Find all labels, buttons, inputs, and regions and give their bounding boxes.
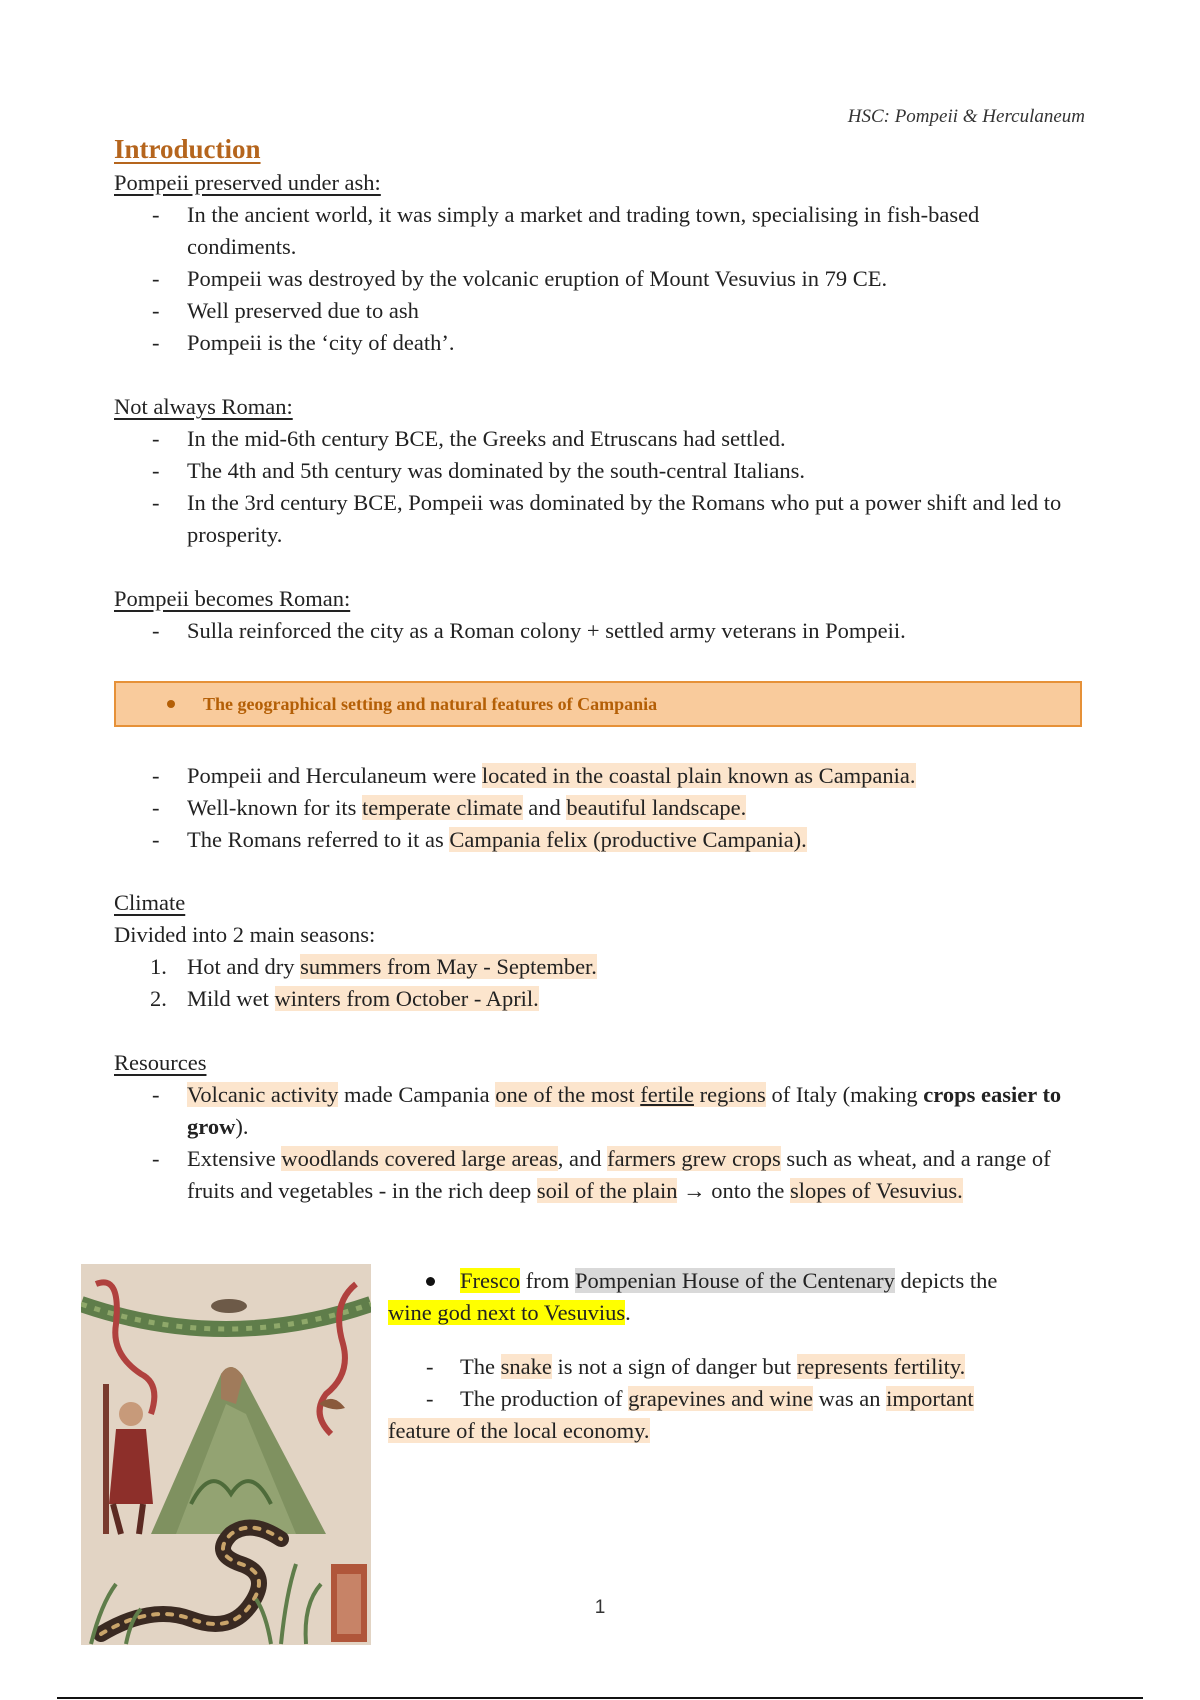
highlight: beautiful landscape. [566, 795, 747, 820]
list-item [114, 792, 1089, 824]
underlined-word: fertile [640, 1082, 694, 1107]
heading-climate: Climate [114, 890, 186, 915]
callout-box-campania [114, 681, 1082, 727]
list-climate-seasons [114, 951, 1089, 1015]
text-run: made Campania [338, 1082, 496, 1107]
list-number: 2. [150, 986, 167, 1011]
list-pompeii-preserved [114, 199, 1089, 359]
text-run: of Italy (making [765, 1082, 924, 1107]
page-title: Introduction [114, 134, 261, 164]
dash-marker: - [426, 1354, 434, 1379]
fresco-image [81, 1264, 371, 1645]
text-run: The [460, 1354, 501, 1379]
list-item: - In the mid-6th century BCE, the Greeks and Etruscans had settled. [114, 423, 1089, 455]
dash-marker: - [426, 1386, 434, 1411]
text-run: , and [557, 1146, 608, 1171]
text-run: Pompeii and Herculaneum were [187, 763, 482, 788]
highlight: woodlands covered large areas [281, 1146, 558, 1171]
highlight: Pompenian House of the Centenary [575, 1268, 895, 1293]
list-resources [114, 1079, 1089, 1207]
highlight: snake [500, 1354, 552, 1379]
page-number: 1 [594, 1597, 606, 1618]
highlight: slopes of Vesuvius. [789, 1178, 963, 1203]
highlight: Volcanic activity [187, 1082, 339, 1107]
heading-not-always-roman: Not always Roman: [114, 394, 293, 419]
bullet-icon [426, 1277, 435, 1286]
text-run: and [522, 795, 567, 820]
list-number: 1. [150, 954, 167, 979]
list-item [388, 1351, 1038, 1383]
text-run: was an [813, 1386, 887, 1411]
highlight [495, 1082, 766, 1107]
list-item: - The 4th and 5th century was dominated by the south-central Italians. [114, 455, 1089, 487]
fresco-bullet-line [388, 1265, 1038, 1329]
heading-pompeii-becomes-roman: Pompeii becomes Roman: [114, 586, 351, 611]
list-pompeii-becomes-roman [114, 615, 1089, 647]
highlight: Campania felix (productive Campania). [449, 827, 807, 852]
fresco-description [388, 1265, 1038, 1447]
footer-divider [57, 1697, 1143, 1699]
list-item: - In the ancient world, it was simply a market and trading town, specialising in fish-based condiments. [114, 199, 1089, 263]
text-run: such as wheat, and a range of fruits and vegetables - in the rich deep [187, 1146, 1051, 1203]
list-item [114, 983, 1089, 1015]
text-run: Mild wet [187, 986, 275, 1011]
text-run: one of the most [495, 1082, 641, 1107]
list-not-always-roman [114, 423, 1089, 551]
bullet-icon [167, 700, 175, 708]
fresco-illustration [81, 1264, 371, 1645]
text-run: from [520, 1268, 575, 1293]
highlight: located in the coastal plain known as Campania. [481, 763, 916, 788]
list-item: - Pompeii was destroyed by the volcanic eruption of Mount Vesuvius in 79 CE. [114, 263, 1089, 295]
highlight: represents fertility. [796, 1354, 966, 1379]
list-item [114, 824, 1089, 856]
text-run: Hot and dry [187, 954, 301, 979]
bold-text: crops easier to grow [187, 1082, 1062, 1139]
callout-title: The geographical setting and natural features of Campania [203, 693, 658, 714]
list-item: - Sulla reinforced the city as a Roman colony + settled army veterans in Pompeii. [114, 615, 1089, 647]
text-run: The Romans referred to it as [187, 827, 450, 852]
list-campania [114, 760, 1089, 856]
text-run: is not a sign of danger but [551, 1354, 797, 1379]
highlight: summers from May - September. [300, 954, 597, 979]
running-header: HSC: Pompeii & Herculaneum [847, 106, 1085, 127]
highlight: farmers grew crops [607, 1146, 781, 1171]
highlight: winters from October - April. [274, 986, 539, 1011]
highlight: soil of the plain [536, 1178, 678, 1203]
list-item [114, 1079, 1089, 1143]
heading-resources: Resources [114, 1050, 207, 1075]
climate-intro: Divided into 2 main seasons: [114, 922, 376, 947]
highlight: grapevines and wine [628, 1386, 814, 1411]
heading-pompeii-preserved: Pompeii preserved under ash: [114, 170, 381, 195]
text-run: The production of [460, 1386, 629, 1411]
list-item: - Well preserved due to ash [114, 295, 1089, 327]
text-run: . [625, 1300, 631, 1325]
fresco-caption [388, 1265, 1038, 1329]
text-run: → onto the [677, 1178, 790, 1203]
highlight: important feature of the local economy. [388, 1386, 974, 1443]
highlight: wine god next to Vesuvius [388, 1300, 626, 1325]
list-item [114, 951, 1089, 983]
list-item: - In the 3rd century BCE, Pompeii was dominated by the Romans who put a power shift and led to prosperity. [114, 487, 1089, 551]
text-run: Extensive [187, 1146, 282, 1171]
highlight: Fresco [460, 1268, 520, 1293]
text-run: Well-known for its [187, 795, 363, 820]
highlight: temperate climate [362, 795, 523, 820]
list-item [114, 760, 1089, 792]
text-run: regions [693, 1082, 766, 1107]
list-item: - Pompeii is the ‘city of death’. [114, 327, 1089, 359]
list-item [388, 1383, 1038, 1447]
text-run: ). [235, 1114, 249, 1139]
list-item [114, 1143, 1089, 1207]
text-run: depicts the [894, 1268, 998, 1293]
